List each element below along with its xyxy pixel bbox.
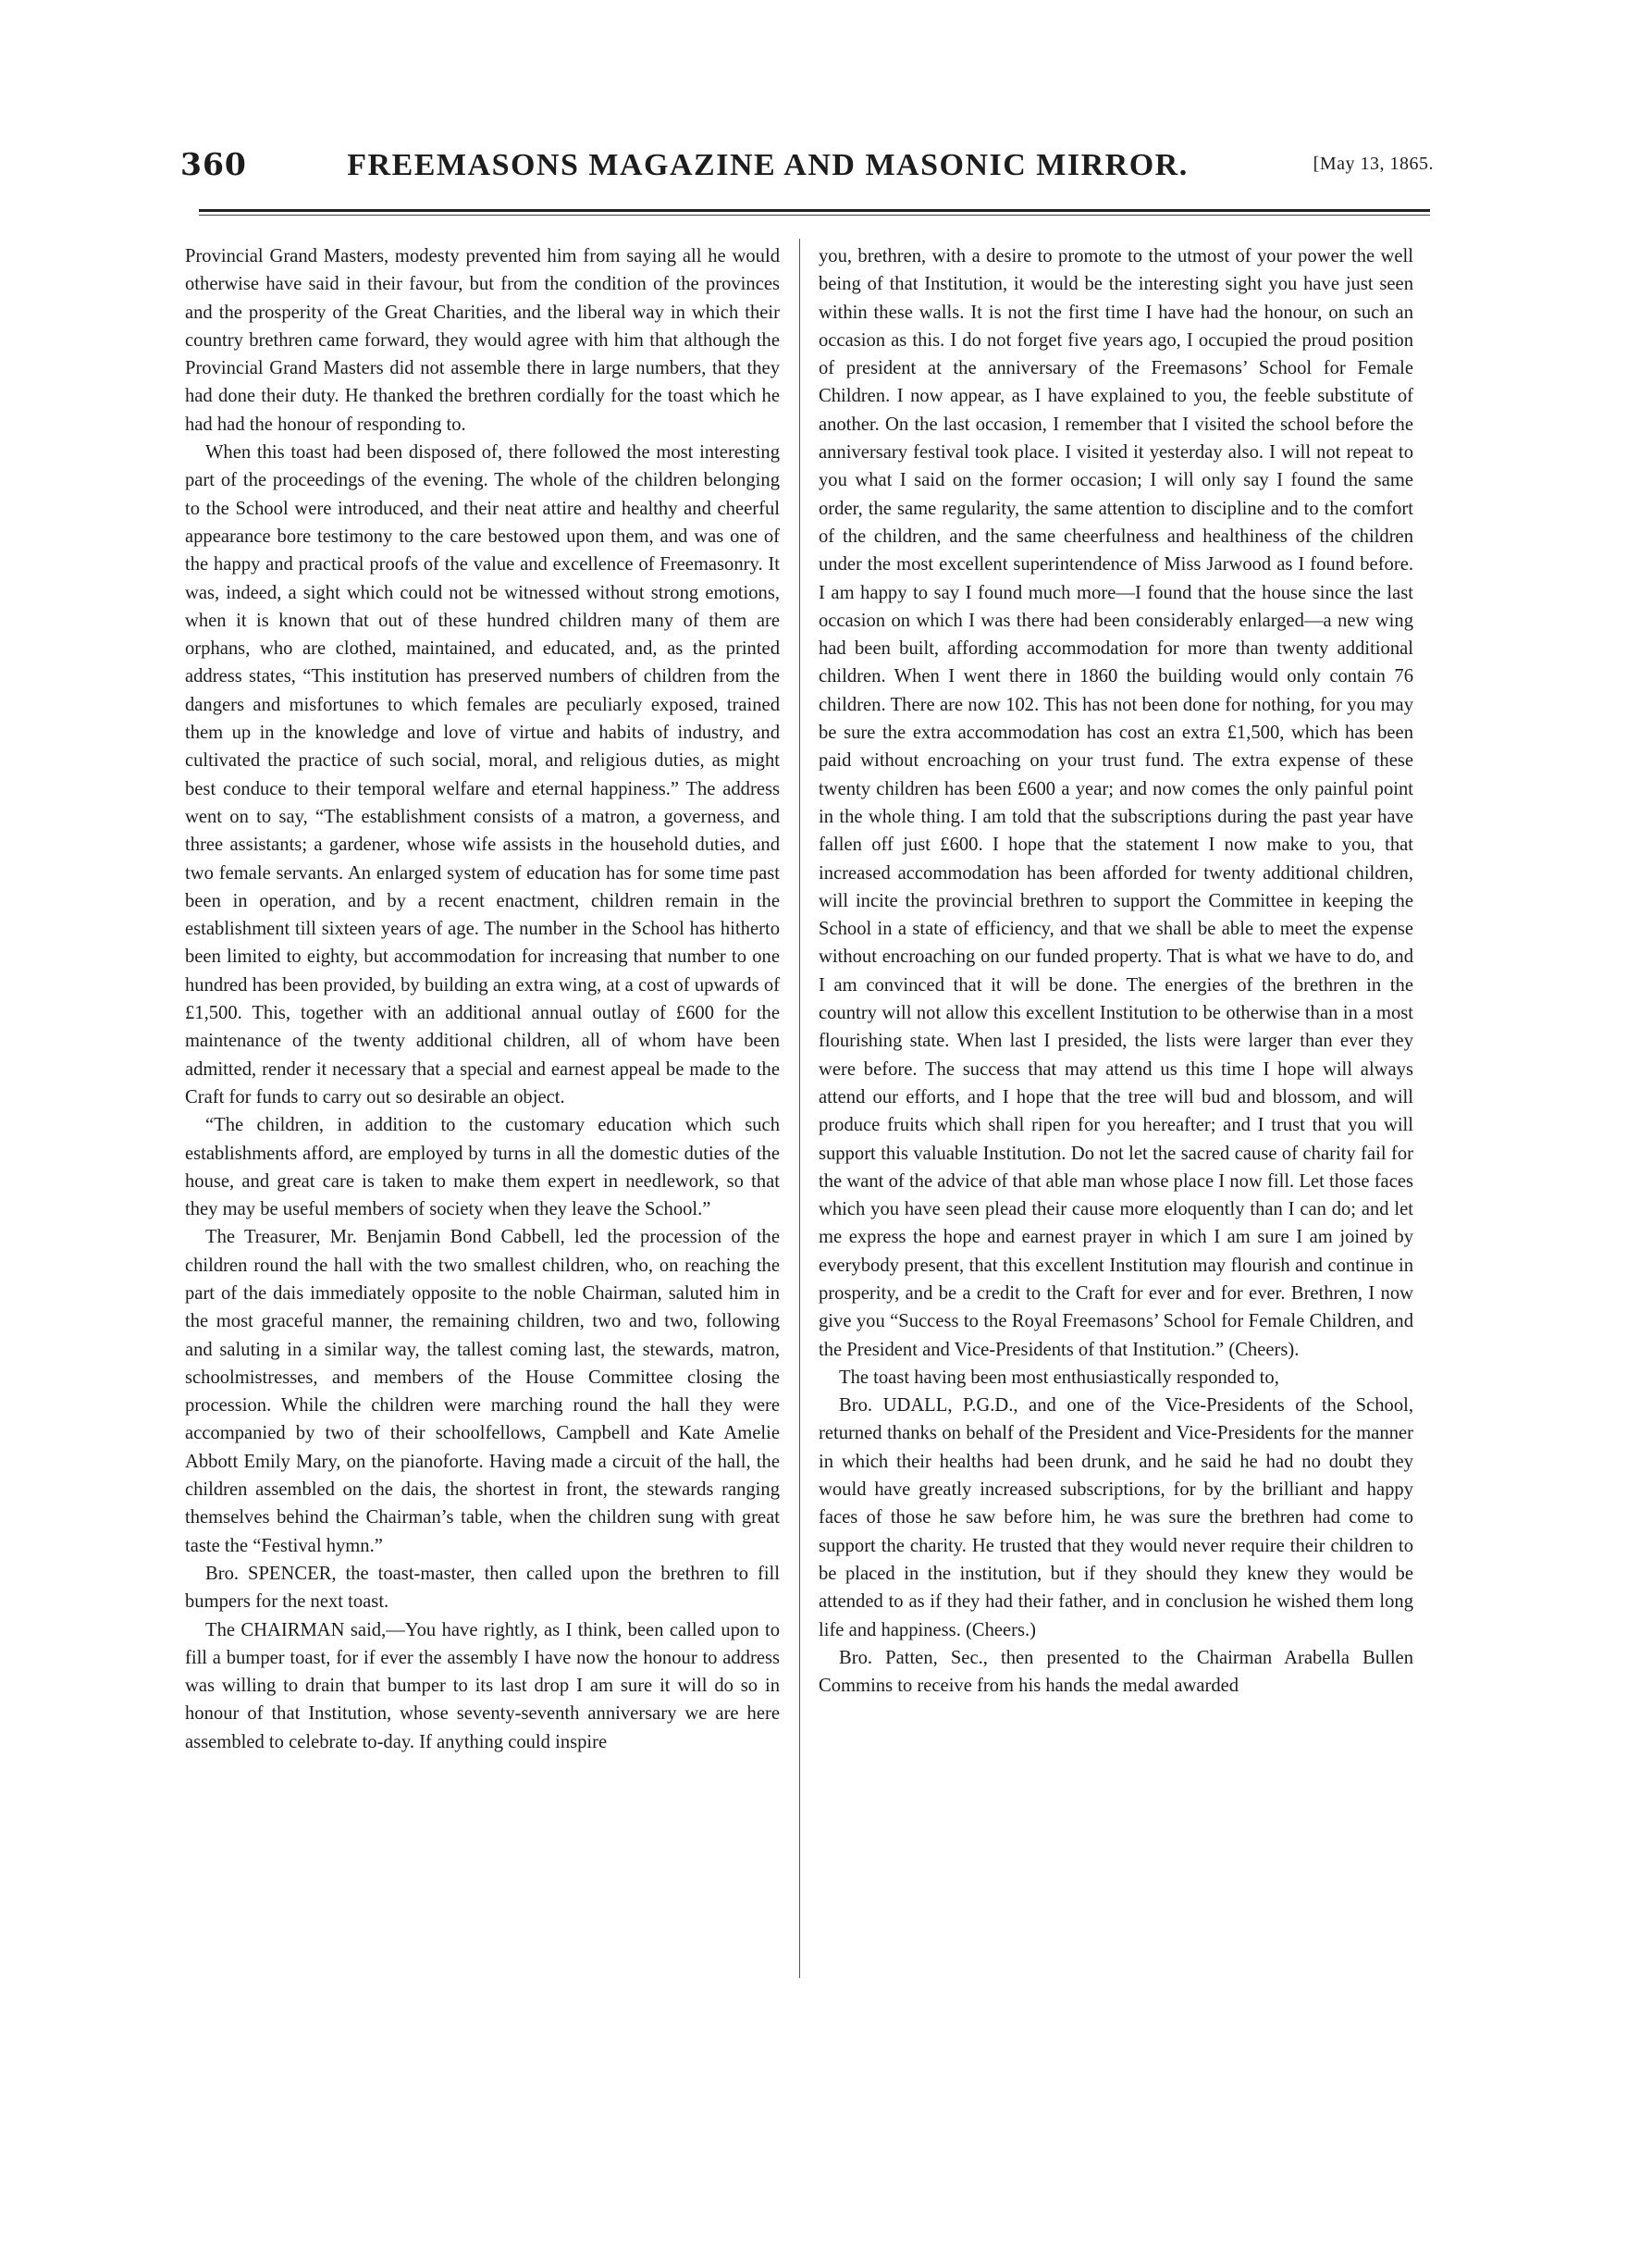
paragraph: Bro. SPENCER, the toast-master, then called upon the brethren to fill bumpers for the next toast. <box>185 1563 780 1613</box>
left-column <box>185 242 780 1982</box>
paragraph: “The children, in addition to the customary education which such establishments afford, are employed by turns in all the domestic duties of the house, and great care is taken to make them expert in needlework, so that they may be useful members of society when they leave the School.” <box>185 1115 780 1220</box>
paragraph: When this toast had been disposed of, there followed the most interesting part of the proceedings of the evening. The whole of the children belonging to the School were introduced, and their neat attire and healthy and cheerful appearance bore testimony to the care bestowed upon them, and was one of the happy and practical proofs of the value and excellence of Freemasonry. It was, indeed, a sight which could not be witnessed without strong emotions, when it is known that out of these hundred children many of them are orphans, who are clothed, maintained, and educated, and, as the printed address states, “This institution has preserved numbers of children from the dangers and misfortunes to which females are peculiarly exposed, trained them up in the knowledge and love of virtue and habits of industry, and cultivated the practice of such social, moral, and religious duties, as might best conduce to their temporal welfare and eternal happiness.” The address went on to say, “The establishment consists of a matron, a governess, and three assistants; a gardener, whose wife assists in the household duties, and two female servants. An enlarged system of education has for some time past been in operation, and by a recent enactment, children remain in the establishment till sixteen years of age. The number in the School has hitherto been limited to eighty, but accommodation for increasing that number to one hundred has been provided, by building an extra wing, at a cost of upwards of £1,500. This, together with an additional annual outlay of £600 for the maintenance of the twenty additional children, all of whom have been admitted, render it necessary that a special and earnest appeal be made to the Craft for funds to carry out so desirable an object. <box>185 442 780 1107</box>
right-column <box>819 242 1413 1982</box>
page-header <box>180 146 1434 192</box>
paragraph: Bro. UDALL, P.G.D., and one of the Vice-Presidents of the School, returned thanks on behalf of the President and Vice-Presidents for the manner in which their healths had been drunk, and he said he had no doubt they would have greatly increased subscriptions, for by the brilliant and happy faces of those he saw before him, he was sure the brethren had come to support the charity. He trusted that they would never require their children to be placed in the institution, but if they should they knew they would be attended to as if they had their father, and in conclusion he wished them long life and happiness. (Cheers.) <box>819 1395 1413 1640</box>
header-rule-thick <box>199 209 1430 212</box>
paragraph: The CHAIRMAN said,—You have rightly, as I think, been called upon to fill a bumper toast, for if ever the assembly I have now the honour to address was willing to drain that bumper to its last drop I am sure it will do so in honour of that Institution, whose seventy-seventh anniversary we are here assembled to celebrate to-day. If anything could inspire <box>185 1619 780 1752</box>
running-title: FREEMASONS MAGAZINE AND MASONIC MIRROR. <box>347 148 1189 182</box>
paragraph: Bro. Patten, Sec., then presented to the Chairman Arabella Bullen Commins to receive from his hands the medal awarded <box>819 1647 1413 1697</box>
column-divider <box>799 239 800 1978</box>
paragraph: The toast having been most enthusiastically responded to, <box>839 1367 1279 1388</box>
paragraph: The Treasurer, Mr. Benjamin Bond Cabbell, led the procession of the children round the hall with the two smallest children, who, on reaching the part of the dais immediately opposite to the noble Chairman, saluted him in the most graceful manner, the remaining children, two and two, following and saluting in a similar way, the tallest coming last, the stewards, matron, schoolmistresses, and members of the House Committee closing the procession. While the children were marching round the hall they were accompanied by two of their schoolfellows, Campbell and Kate Amelie Abbott Emily Mary, on the pianoforte. Having made a circuit of the hall, the children assembled on the dais, the shortest in front, the stewards ranging themselves behind the Chairman’s table, when the children sung with great taste the “Festival hymn.” <box>185 1227 780 1556</box>
paragraph: you, brethren, with a desire to promote to the utmost of your power the well being of that Institution, it would be the interesting sight you have just seen within these walls. It is not the first time I have had the honour, on such an occasion as this. I do not forget five years ago, I occupied the proud position of president at the anniversary of the Freemasons’ School for Female Children. I now appear, as I have explained to you, the feeble substitute of another. On the last occasion, I remember that I visited the school before the anniversary festival took place. I visited it yesterday also. I will not repeat to you what I said on the former occasion; I will only say I found the same order, the same regularity, the same attention to discipline and to the comfort of the children, and the same cheerfulness and healthiness of the children under the most excellent superintendence of Miss Jarwood as I found before. I am happy to say I found much more—I found that the house since the last occasion on which I was there had been considerably enlarged—a new wing had been built, affording accommodation for more than twenty additional children. When I went there in 1860 the building would only contain 76 children. There are now 102. This has not been done for nothing, for you may be sure the extra accommodation has cost an extra £1,500, which has been paid without encroaching on your trust fund. The extra expense of these twenty children has been £600 a year; and now comes the only painful point in the whole thing. I am told that the subscriptions during the past year have fallen off just £600. I hope that the statement I now make to you, that increased accommodation has been afforded for twenty additional children, will incite the provincial brethren to support the Committee in keeping the School in a state of efficiency, and that we shall be able to meet the expense without encroaching on our funded property. That is what we have to do, and I am convinced that it will be done. The energies of the brethren in the country will not allow this excellent Institution to be otherwise than in a most flourishing state. When last I presided, the lists were larger than ever they were before. The success that may attend us this time I hope will always attend our efforts, and I hope that the tree will bud and blossom, and will produce fruits which shall ripen for you hereafter; and I trust that you will support this valuable Institution. Do not let the sacred cause of charity fail for the want of the advice of that able man whose place I now fill. Let those faces which you have seen plead their cause more eloquently than I can do; and let me express the hope and earnest prayer in which I am sure I am joined by everybody present, that this excellent Institution may flourish and continue in prosperity, and be a credit to the Craft for ever and for ever. Brethren, I now give you “Success to the Royal Freemasons’ School for Female Children, and the President and Vice-Presidents of that Institution.” (Cheers). <box>819 246 1413 1360</box>
issue-date: [May 13, 1865. <box>1313 154 1434 174</box>
paragraph: Provincial Grand Masters, modesty prevented him from saying all he would otherwise have said in their favour, but from the condition of the provinces and the prosperity of the Great Charities, and the liberal way in which their country brethren came forward, they would agree with him that although the Provincial Grand Masters did not assemble there in large numbers, that they had done their duty. He thanked the brethren cordially for the toast which he had had the honour of responding to. <box>185 246 780 435</box>
page-number: 360 <box>180 146 247 182</box>
header-rule-thin <box>199 215 1430 216</box>
